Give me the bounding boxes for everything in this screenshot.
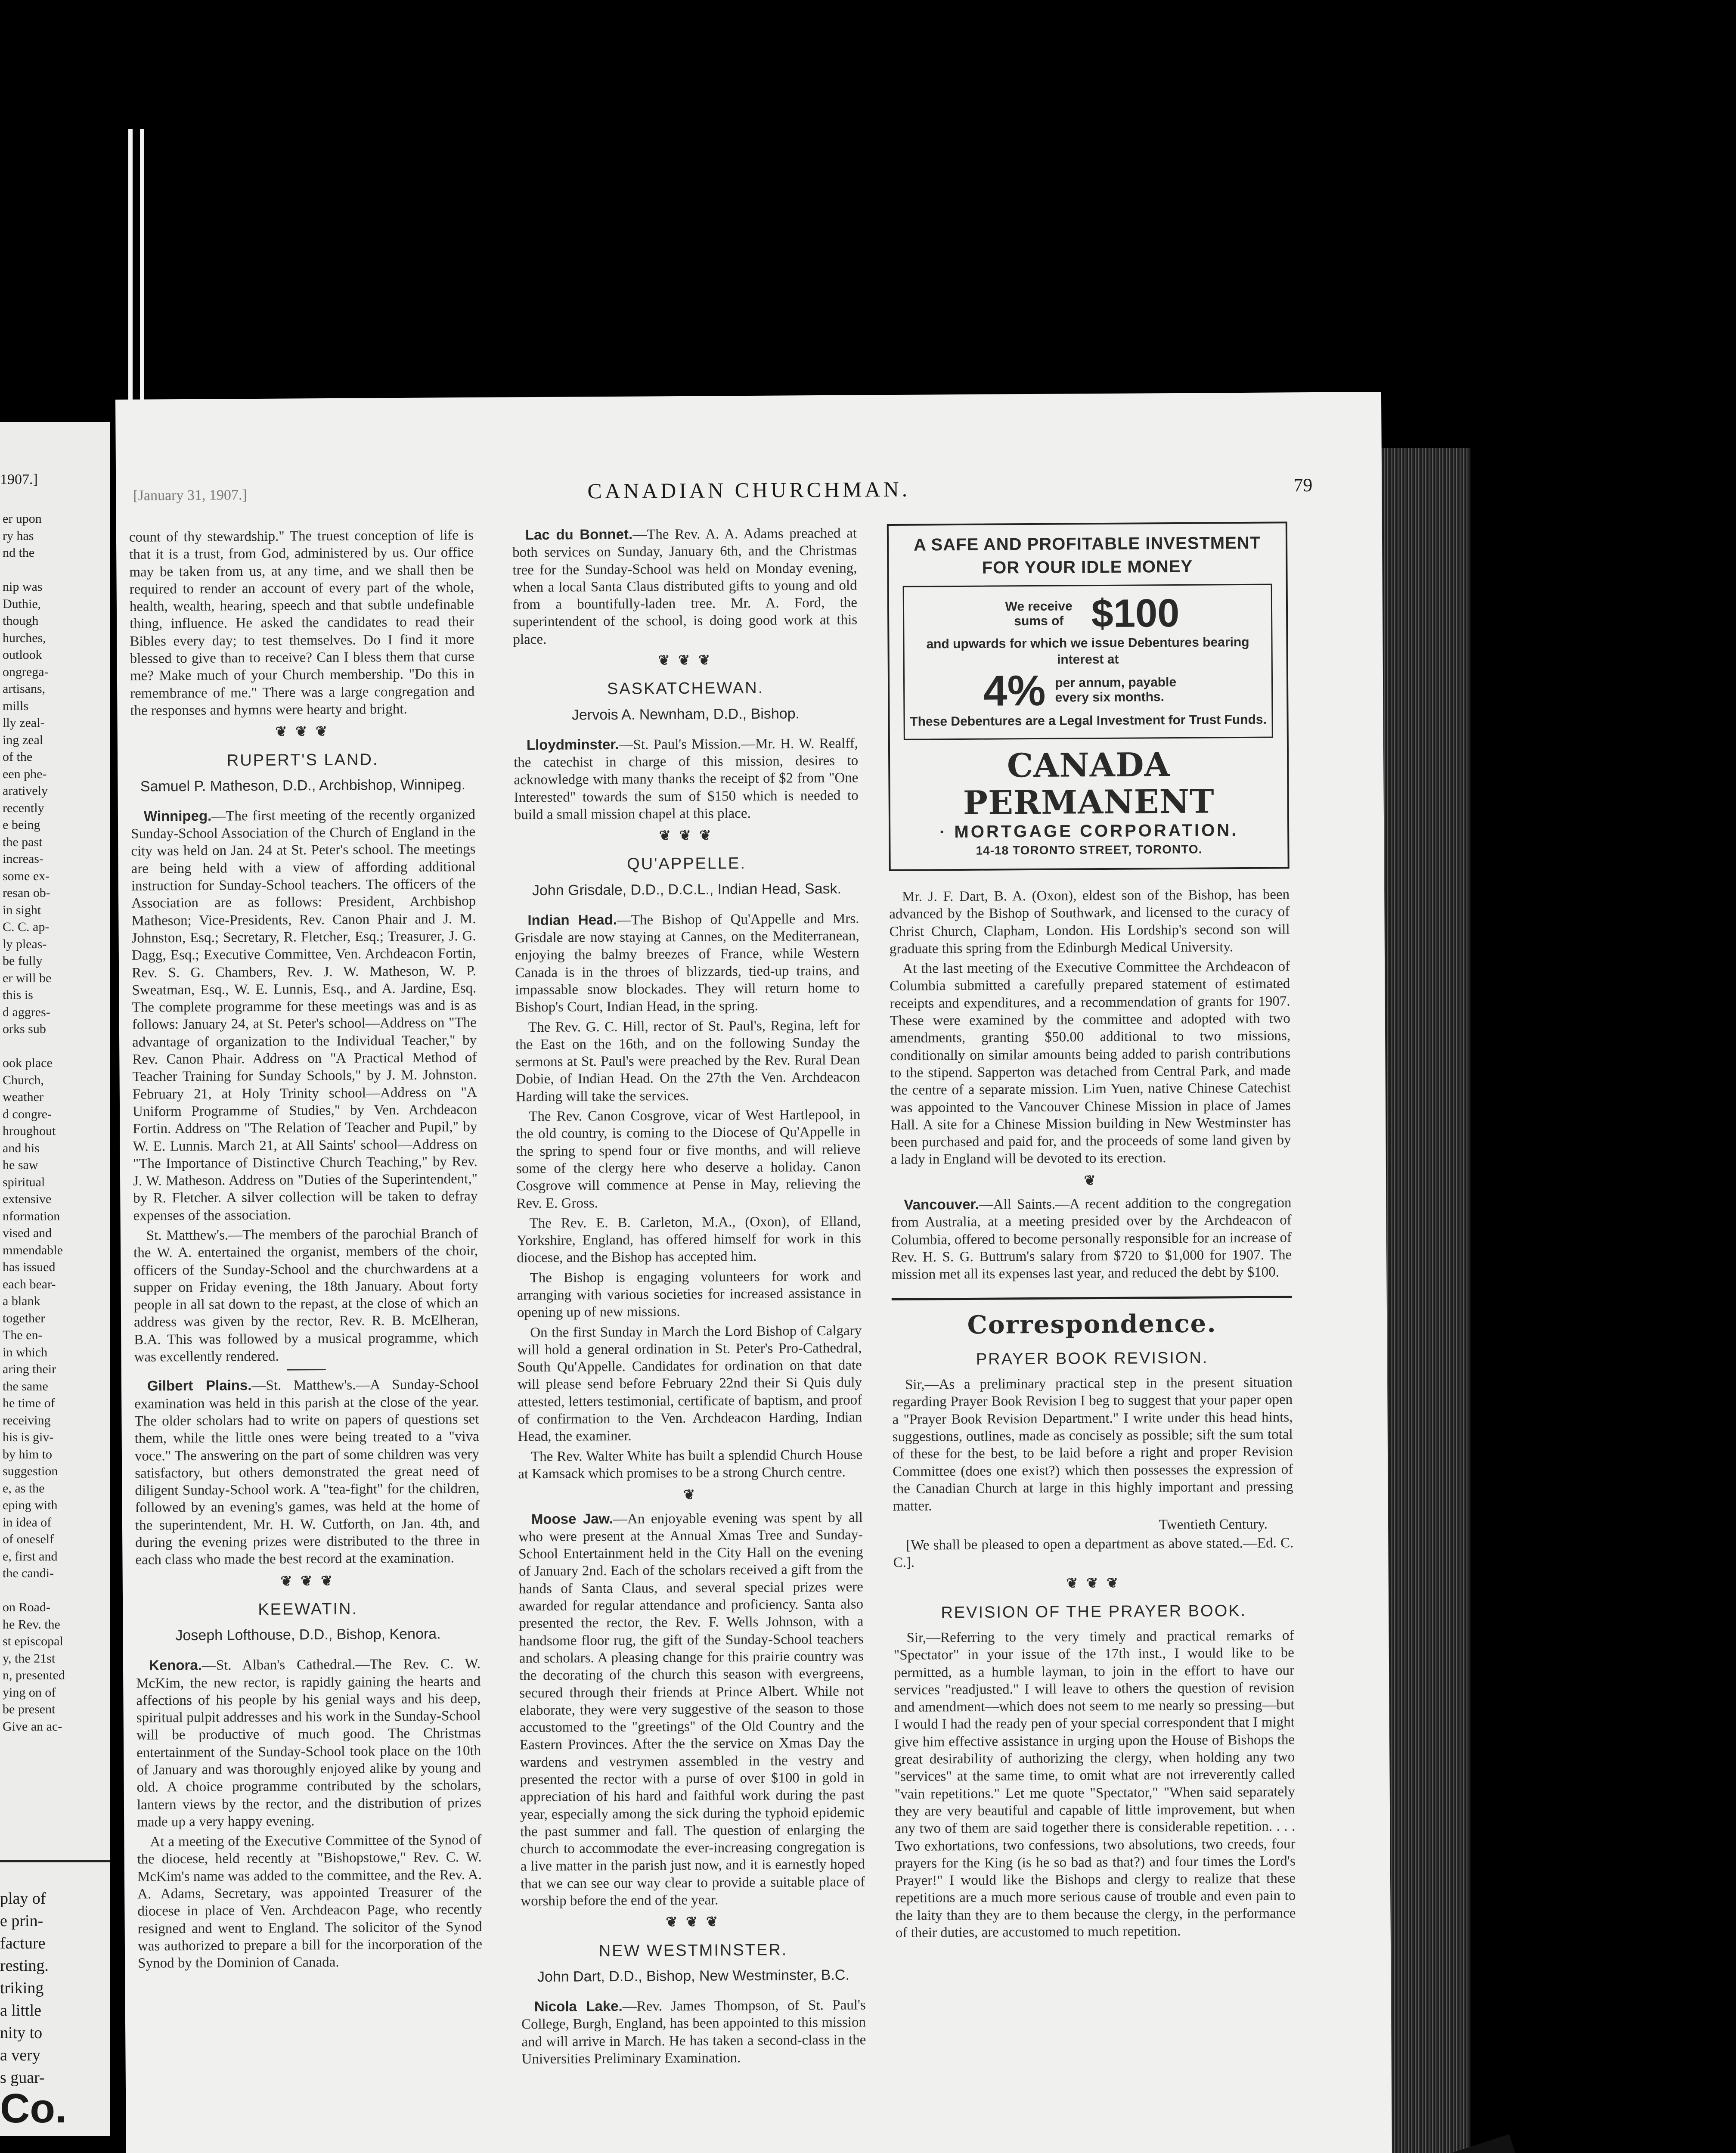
left-page-line: mmendable [3, 1243, 63, 1257]
left-page-line: hurches, [3, 630, 46, 645]
left-page-line: outlook [3, 648, 42, 662]
newspaper-page [115, 392, 1393, 2153]
section-ornament: ❦ ❦ ❦ [1066, 1575, 1121, 1591]
ad-headline: A SAFE AND PROFITABLE INVESTMENT FOR YOUR IDLE MONEY [913, 533, 1261, 577]
advertisement [887, 521, 1290, 871]
place-name: Winnipeg. [143, 807, 212, 824]
left-page-line: mills [3, 698, 29, 713]
place-name: Lloydminster. [526, 736, 619, 753]
left-page-line: the candi- [3, 1566, 54, 1580]
left-page-line: of oneself [3, 1532, 54, 1546]
article-paragraph [515, 909, 859, 1016]
left-page-line: be present [3, 1702, 56, 1716]
left-page-line: nd the [3, 546, 35, 560]
diocese-heading: SASKATCHEWAN. [607, 679, 764, 698]
left-page-line: he time of [3, 1396, 55, 1410]
left-page-ad-line: triking [0, 1979, 44, 1997]
left-page-line: ongrega- [3, 664, 49, 679]
left-page-ad-company: Co. [0, 2085, 67, 2131]
section-ornament: ❦ ❦ ❦ [659, 827, 714, 844]
section-divider [287, 1369, 326, 1371]
ad-brand-name: CANADA PERMANENT [963, 745, 1215, 822]
left-page-ad-line: e prin- [0, 1912, 43, 1930]
left-page-line: er upon [3, 512, 42, 526]
left-page-line: e being [3, 818, 40, 832]
left-page-ad-line: resting. [0, 1957, 49, 1975]
left-page-line: together [3, 1311, 45, 1325]
article-paragraph: count of thy stewardship." The truest conception of life is that it is a trust, from God, administered by us. Our office may be taken from us, at any time, and we shall then be required to render an account of every part of the whole, health, wealth, hearing, speech and that subtle undefinable thing, influence. He asked the candidates to read their Bibles every day; to test themselves. Do I find it more blessed to give than to receive? Can I bless them that curse me? Make much of your Church membership. "Do this in remembrance of me." There was a large congregation and the responses and hymns were hearty and bright. [129, 527, 475, 719]
article-text: —Rev. James Thompson, of St. Paul's College, Burgh, England, has been appointed to this mission and will arrive in March. He has taken a second-class in the Universities Preliminary Examination. [521, 1997, 866, 2067]
left-page-line: in sight [3, 903, 41, 917]
left-page-line: spiritual [3, 1175, 45, 1189]
left-page-line: he saw [3, 1158, 38, 1172]
running-title: CANADIAN CHURCHMAN. [587, 477, 911, 503]
left-page-date: 1907.] [0, 472, 38, 487]
left-page-line: in which [3, 1345, 48, 1359]
diocese-bishop: John Grisdale, D.D., D.C.L., Indian Head, Sask. [532, 880, 842, 899]
left-page-line: receiving [3, 1413, 51, 1427]
diocese-heading: QU'APPELLE. [627, 854, 747, 874]
left-page-line: orks sub [3, 1022, 46, 1036]
column-2 [512, 524, 866, 2070]
diocese-heading: NEW WESTMINSTER. [598, 1941, 788, 1960]
section-ornament: ❦ [1084, 1172, 1098, 1188]
left-page-line: the past [3, 835, 43, 849]
section-ornament: ❦ [683, 1487, 698, 1503]
article-paragraph [512, 524, 858, 648]
left-page-line: resan ob- [3, 886, 50, 900]
ad-upwards-text: and upwards for which we issue Debentures bearing interest at [926, 635, 1249, 667]
ad-rate-row [909, 667, 1268, 714]
left-page-line: e, as the [3, 1481, 45, 1495]
left-page-line: be fully [3, 954, 43, 968]
article-text: —The first meeting of the recently organized Sunday-School Association of the Church of England in the city was held on Jan. 24 at St. Peter's school. The meetings are being held with a view of affording additional instruction for Sunday-School teachers. The officers of the Association are as follows: President, Archbishop Matheson; Vice-Presidents, Rev. Canon Phair and J. M. Johnston, Esq.; Secretary, R. Fletcher, Esq.; Treasurer, J. G. Dagg, Esq.; Executive Committee, Ven. Archdeacon Fortin, Rev. S. G. Chambers, Rev. J. W. Matheson, W. P. Sweatman, Esq., W. E. Lunnis, Esq., and A. Jardine, Esq. The complete programme for these meetings was and is as follows: January 24, at St. Peter's school—Address on "The advantage of organization to the Individual Teacher," by Rev. Canon Phair. Address on "A Practical Method of Teacher Training for Sunday Schools," by J. M. Johnston. February 21, at Holy Trinity school—Address on "A Uniform Programme of Studies," by Ven. Archdeacon Fortin. Address on "The Relation of Teacher and Pupil," by W. E. Lunnis. March 21, at All Saints' school—Address on "The Importance of Distinctive Church Teaching," by Rev. J. W. Matheson. Address on "Duties of the Superintendent," by R. Fletcher. A silver collection will be taken to defray expenses of the association. [131, 807, 478, 1224]
diocese-bishop: Samuel P. Matheson, D.D., Archbishop, Winnipeg. [140, 776, 466, 795]
left-page-line: his is giv- [3, 1430, 54, 1444]
left-page-line: and his [3, 1141, 40, 1155]
article-paragraph [518, 1508, 865, 1910]
column-3 [887, 521, 1296, 1944]
letter-heading: PRAYER BOOK REVISION. [976, 1349, 1209, 1368]
article-paragraph: The Rev. G. C. Hill, rector of St. Paul's, Regina, left for the East on the 16th, and on the following Sunday the sermons at St. Paul's were preached by the Rev. Rural Dean Dobie, of Indian Head. On the 27th the Ven. Archdeacon Harding will take the services. [515, 1017, 860, 1105]
running-date: [January 31, 1907.] [133, 487, 247, 504]
article-paragraph: St. Matthew's.—The members of the parochial Branch of the W. A. entertained the organist, members of the choir, officers of the Sunday-School and the churchwardens at a supper on Friday evening, the 18th January. About forty people in all sat down to the repast, at the close of which an address was given by the rector, Rev. R. B. McElheran, B.A. This was followed by a musical programme, which was excellently rendered. [133, 1225, 479, 1365]
left-page-line: on Road- [3, 1600, 50, 1614]
article-paragraph [134, 1375, 480, 1569]
left-page-line: hroughout [3, 1124, 56, 1138]
section-ornament: ❦ ❦ ❦ [666, 1914, 720, 1930]
section-ornament: ❦ ❦ ❦ [280, 1573, 335, 1589]
left-page-line: suggestion [3, 1464, 58, 1478]
place-name: Moose Jaw. [531, 1510, 614, 1527]
left-page-fragment [0, 422, 110, 2136]
left-page-line: ry has [3, 528, 34, 543]
ad-amount: $100 [1091, 591, 1180, 636]
article-paragraph: The Bishop is engaging volunteers for work and arranging with various societies for increased assistance in opening up of new missions. [517, 1268, 862, 1321]
page-number: 79 [1293, 475, 1313, 496]
editor-note: [We shall be pleased to open a department as above stated.—Ed. C. C.]. [893, 1535, 1294, 1571]
place-name: Nicola Lake. [534, 1998, 623, 2015]
left-page-ad-line: nity to [0, 2024, 43, 2042]
left-page-line: of the [3, 750, 33, 764]
article-paragraph: The Rev. E. B. Carleton, M.A., (Oxon), of Elland, Yorkshire, England, has offered himself for work in this diocese, and the Bishop has accepted him. [516, 1213, 862, 1266]
section-ornament: ❦ ❦ ❦ [275, 723, 330, 740]
diocese-heading: KEEWATIN. [258, 1600, 358, 1619]
left-page-ad-line: facture [0, 1934, 46, 1952]
left-page-ad-line: a very [0, 2046, 40, 2064]
left-page-line: recently [3, 800, 44, 815]
left-page-ad-line: a little [0, 2001, 42, 2020]
ad-receive-label: We receive sums of [1005, 599, 1073, 629]
place-name: Gilbert Plains. [147, 1377, 252, 1394]
column-1 [129, 527, 483, 1975]
left-page-line: aratively [3, 784, 48, 798]
letter-paragraph: Sir,—As a preliminary practical step in the present situation regarding Prayer Book Revision I beg to suggest that your paper open a "Prayer Book Revision Department." I write under this head hints, suggestions, outlines, made as concisely as possible; sift the sum total of these for the best, to be laid before a right and proper Revision Committee (does one exist?) which then possesses the expression of the Canadian Church at large in this highly important and pressing matter. [892, 1374, 1293, 1514]
article-text: —An enjoyable evening was spent by all who were present at the Annual Xmas Tree and Sunday-School Entertainment held in the City Hall on the evening of January 2nd. Each of the scholars received a gift from the hands of Santa Claus, and several special prizes were awarded for regular attendance and proficiency. Santa also presented the rector, the Rev. F. Wells Johnson, with a handsome floor rug, the gift of the Sunday-School teachers and scholars. A pleasing change for this prairie country was the decorating of the church this season with evergreens, secured through their friends at Prince Albert. While not elaborate, they were very suggestive of the season to those accustomed to the "greetings" of the Old Country and the Eastern Provinces. After the the service on Xmas Day the wardens and vestrymen assembled in the vestry and presented the rector with a purse of over $100 in gold in appreciation of his hard and faithful work during the past year, especially among the sick during the typhoid epidemic the past summer and fall. The question of enlarging the church to accommodate the ever-increasing congregation is a live matter in the parish just now, and it is earnestly hoped that we can see our way clear to provide a suitable place of worship before the end of the year. [518, 1509, 865, 1909]
left-page-line: aring their [3, 1362, 56, 1376]
left-page-line: some ex- [3, 869, 50, 883]
article-paragraph: The Rev. Walter White has built a splendid Church House at Kamsack which promises to be a strong Church centre. [518, 1447, 863, 1482]
article-paragraph [136, 1655, 481, 1831]
place-name: Indian Head. [527, 911, 617, 928]
left-page-line: ying on of [3, 1685, 56, 1700]
article-paragraph: Mr. J. F. Dart, B. A. (Oxon), eldest son of the Bishop, has been advanced by the Bishop of Southwark, and licensed to the curacy of Christ Church, Clapham, London. His Lordship's second son will graduate this spring from the Edinburgh Medical University. [889, 887, 1290, 957]
place-name: Vancouver. [904, 1196, 979, 1213]
left-page-line: in idea of [3, 1515, 52, 1529]
article-text: —All Saints.—A recent addition to the congregation from Australia, at a meeting presided over by the Archdeacon of Columbia, offered to become personally responsible for an increase of Rev. H. S. G. Buttrum's salary from $720 to $1,000 for 1907. The mission met all its expenses last year, and reduced the debt by $100. [891, 1195, 1292, 1283]
left-page-line: vised and [3, 1226, 52, 1240]
diocese-heading: RUPERT'S LAND. [226, 750, 379, 769]
ad-corporation: · MORTGAGE CORPORATION. [939, 821, 1239, 842]
section-ornament: ❦ ❦ ❦ [658, 652, 713, 668]
left-page-line: d congre- [3, 1107, 52, 1121]
left-page-line: extensive [3, 1192, 52, 1206]
article-text: —St. Matthew's.—A Sunday-School examination was held in this parish at the close of the year. The older scholars had to write on papers of questions set them, while the little ones were being treated to a "viva voce." The answering on the part of some children was very satisfactory, but others demonstrated the great need of diligent Sunday-School work. A "tea-fight" for the children, followed by an evening's games, was held at the home of the superintendent, Mr. H. W. Cutforth, on Jan. 4th, and during the evening prizes were distributed to the three in each class who made the best record at the examination. [134, 1377, 480, 1568]
left-page-line: nip was [3, 580, 43, 594]
left-page-line: The en- [3, 1328, 43, 1342]
left-page-line: ook place [3, 1056, 53, 1070]
left-page-line: Give an ac- [3, 1719, 62, 1734]
left-page-line: nformation [3, 1209, 60, 1223]
left-page-line: he Rev. the [3, 1617, 60, 1632]
left-page-line: y, the 21st [3, 1651, 56, 1666]
left-page-line: artisans, [3, 682, 46, 696]
article-text: —The Rev. A. A. Adams preached at both services on Sunday, January 6th, and the Christmas tree for the Sunday-School was held on Monday evening, when a local Santa Claus distributed gifts to young and old from a bountifully-laden tree. Mr. A. Ford, the superintendent of the school, is doing good work at this place. [512, 525, 858, 648]
left-page-line: each bear- [3, 1277, 56, 1291]
article-text: —St. Alban's Cathedral.—The Rev. C. W. McKim, the new rector, is rapidly gaining the hearts and affections of his people by his genial ways and his deep, spiritual pulpit addresses and his work in the Sunday-School will be productive of much good. The Christmas entertainment of the Sunday-School took place on the 10th of January and was thoroughly enjoyed alike by young and old. A choice programme contributed by the scholars, lantern views by the rector, and the distribution of prizes made up a very happy evening. [136, 1656, 482, 1830]
article-paragraph [891, 1194, 1292, 1283]
left-page-ad-line: s guar- [0, 2069, 45, 2087]
article-paragraph: The Rev. Canon Cosgrove, vicar of West Hartlepool, in the old country, is coming to the Diocese of Qu'Appelle in the spring to spend four or five months, and will relieve some of the clergy here who deserve a holiday. Canon Cosgrove will commence at Pense in May, relieving the Rev. E. Gross. [516, 1107, 861, 1211]
section-rule [892, 1296, 1292, 1300]
left-page-line: increas- [3, 852, 43, 866]
diocese-bishop: Joseph Lofthouse, D.D., Bishop, Kenora. [175, 1626, 441, 1644]
left-page-line: st episcopal [3, 1634, 63, 1648]
correspondence-heading: Correspondence. [967, 1308, 1217, 1340]
left-page-line: a blank [3, 1294, 40, 1308]
ad-address: 14-18 TORONTO STREET, TORONTO. [976, 842, 1203, 857]
place-name: Kenora. [149, 1657, 202, 1673]
left-page-line: Church, [3, 1073, 44, 1087]
left-page-line: een phe- [3, 766, 47, 781]
left-page-line: by him to [3, 1447, 53, 1461]
left-page-ad-line: play of [0, 1889, 46, 1908]
ad-legal-text: These Debentures are a Legal Investment for Trust Funds. [910, 712, 1267, 729]
article-paragraph: On the first Sunday in March the Lord Bishop of Calgary will hold a general ordination in St. Peter's Pro-Cathedral, South Qu'Appelle. Candidates for ordination on that date will please send before February 22nd their Si Quis duly attested, letters testimonial, certificate of baptism, and proof of confirmation to the Ven. Archdeacon Harding, Indian Head, the examiner. [517, 1323, 862, 1445]
left-page-line: d aggres- [3, 1005, 50, 1019]
left-page-line: this is [3, 988, 33, 1002]
ad-rate: 4% [983, 666, 1046, 715]
ad-inner-box [903, 584, 1273, 740]
left-page-line: n, presented [3, 1668, 65, 1682]
ad-amount-row [908, 591, 1267, 636]
left-page-line: eping with [3, 1498, 58, 1512]
diocese-bishop: Jervois A. Newnham, D.D., Bishop. [571, 705, 800, 723]
diocese-bishop: John Dart, D.D., Bishop, New Westminster, B.C. [537, 1967, 849, 1985]
left-page-line: the same [3, 1379, 48, 1393]
left-page-line: C. C. ap- [3, 920, 50, 934]
article-paragraph [131, 806, 478, 1225]
left-page-line: e, first and [3, 1549, 58, 1564]
article-paragraph: At a meeting of the Executive Committee of the Synod of the diocese, held recently at "Bishopstowe," Rev. C. W. McKim's name was added to the committee, and the Rev. A. A. Adams, Secretary, was appointed Treasurer of the diocese in place of Ven. Archdeacon Page, who recently resigned and went to England. The solicitor of the Synod was authorized to prepare a bill for the incorporation of the Synod by the Dominion of Canada. [137, 1832, 483, 1972]
ad-rate-terms: per annum, payable every six months. [1055, 675, 1177, 705]
left-page-line: Duthie, [3, 596, 41, 611]
letter-paragraph: Sir,—Referring to the very timely and practical remarks of "Spectator" in your issue of the 17th inst., I would like to be permitted, as a humble layman, to join in the effort to have our services "readjusted." I will leave to others the question of revision and amendment—which does not seem to me nearly so pressing—but I would I had the ready pen of your special correspondent that I might give him effective assistance in urging upon the House of Bishops the great desirability of authorizing the clergy, when holding any two "services" at the same time, to omit what are not irreverently called "vain repetitions." Let me quote "Spectator," "When said separately they are very beautiful and capable of little improvement, but when any two of them are said together there is considerable repetition. . . . Two exhortations, two confessions, two absolutions, two creeds, four prayers for the King (is he so bad as that?) and four times the Lord's Prayer!" I would like the Bishops and clergy to realize that these repetitions are a much more serious cause of trouble and even pain to the laity than they are to them because the clergy, in the performance of their duties, are accustomed to much repetition. [893, 1628, 1296, 1941]
letter-signature: Twentieth Century. [1159, 1516, 1268, 1533]
article-text: —St. Paul's Mission.—Mr. H. W. Realff, the catechist in charge of this mission, desires to acknowledge with many thanks the receipt of $2 from "One Interested" towards the sum of $150 which is needed to build a small mission chapel at this place. [514, 735, 859, 823]
article-text: —The Bishop of Qu'Appelle and Mrs. Grisdale are now staying at Cannes, on the Mediterranean, enjoying the balmy breezes of France, while Western Canada is in the throes of blizzards, tied-up trains, and impassable snow blockades. They will return home to Bishop's Court, Indian Head, in the spring. [515, 911, 860, 1015]
place-name: Lac du Bonnet. [525, 526, 633, 543]
left-page-line: er will be [3, 971, 52, 985]
left-page-line: lly zeal- [3, 716, 45, 730]
article-paragraph [514, 734, 859, 823]
left-page-line: ing zeal [3, 732, 43, 747]
article-paragraph: At the last meeting of the Executive Committee the Archdeacon of Columbia submitted a carefully prepared statement of estimated receipts and expenditures, and a recommendation of grants for 1907. These were examined by the committee and adopted with two amendments, granting $50.00 additional to two missions, conditionally on similar amounts being added to parish contributions to the stipend. Sapperton was detached from Central Park, and made the centre of a separate mission. Lim Yuen, native Chinese Catechist was appointed to the Vancouver Chinese Mission in place of James Hall. A site for a Chinese Mission building in New Westminster has been purchased and paid for, and the proceeds of some land given by a lady in England will be devoted to its erection. [890, 959, 1291, 1168]
article-paragraph [521, 1996, 866, 2068]
left-page-ad-rule [0, 1860, 110, 1862]
left-page-line: though [3, 614, 39, 628]
letter-heading: REVISION OF THE PRAYER BOOK. [941, 1601, 1247, 1622]
left-page-line: has issued [3, 1260, 56, 1274]
left-page-line: weather [3, 1090, 43, 1104]
left-page-line: ly pleas- [3, 937, 47, 951]
